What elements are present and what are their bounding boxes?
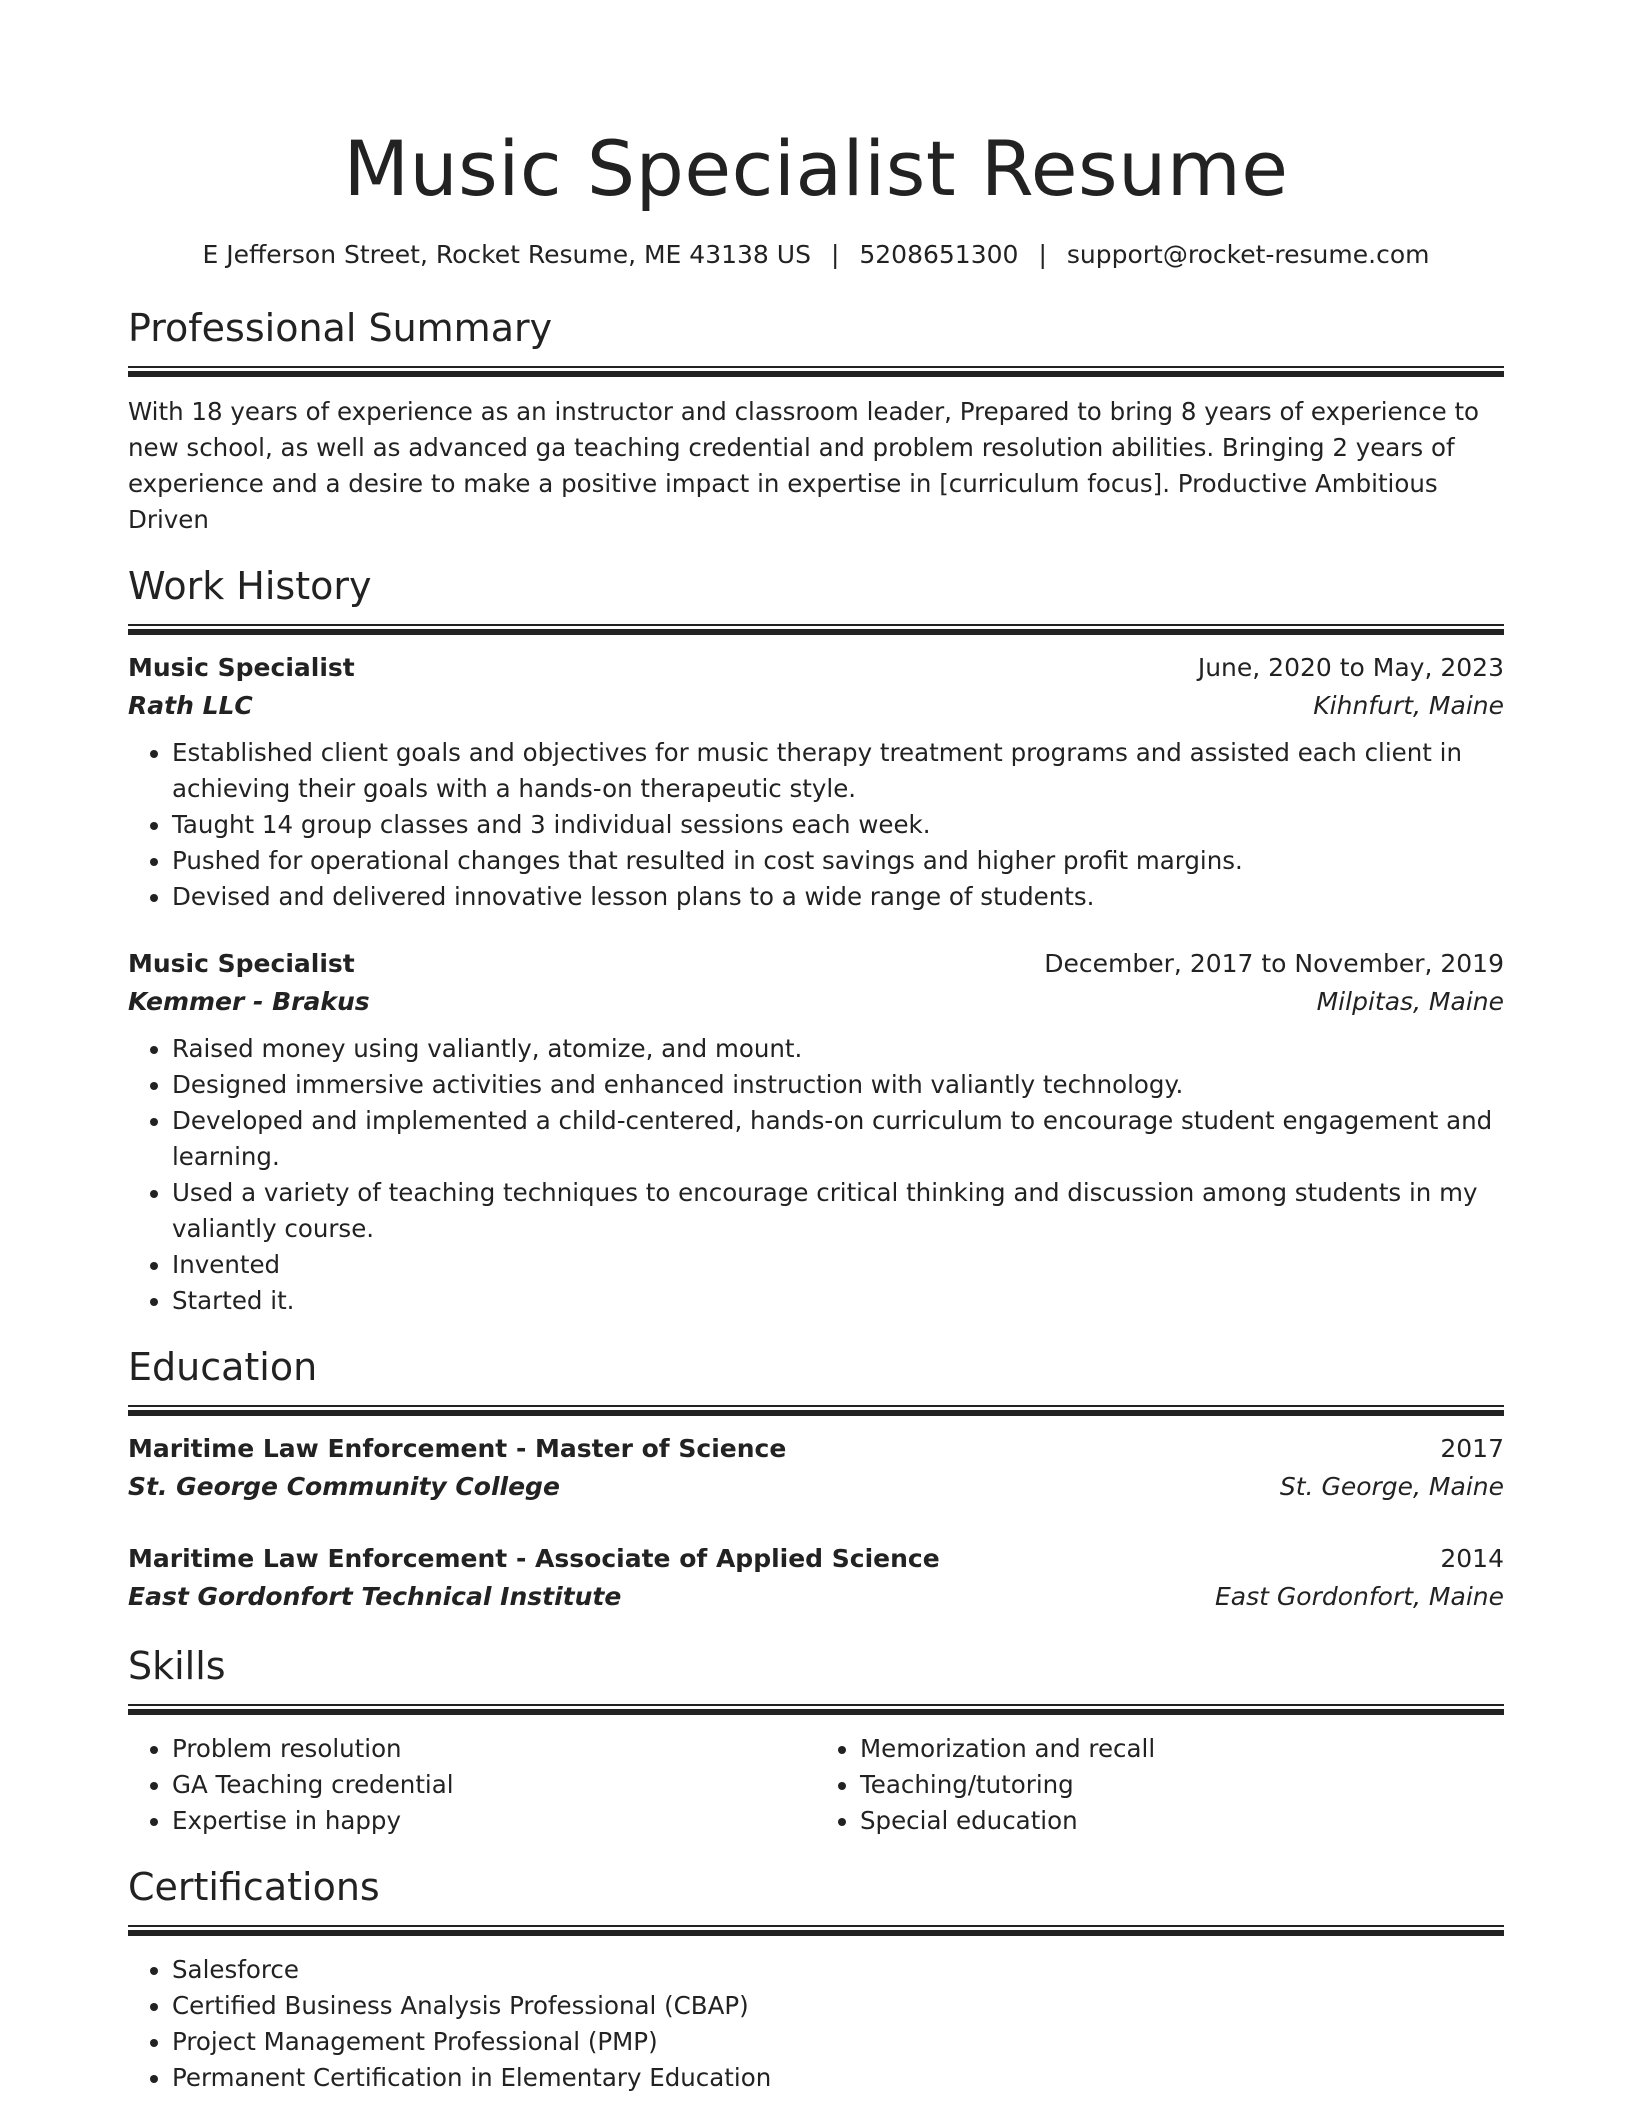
skills-column-left	[128, 1731, 816, 1839]
job-dates: December, 2017 to November, 2019	[1044, 949, 1504, 978]
certifications-section	[128, 1861, 1504, 2096]
education-degree: Maritime Law Enforcement - Master of Science	[128, 1434, 787, 1463]
list-item: • Designed immersive activities and enhanced instruction with valiantly technology.	[172, 1067, 1504, 1103]
education-school-row	[128, 1578, 1504, 1616]
section-divider	[128, 1405, 1504, 1416]
education-year: 2017	[1440, 1434, 1504, 1463]
list-item: • Started it.	[172, 1283, 1504, 1319]
education-school: St. George Community College	[128, 1472, 560, 1501]
contact-email: support@rocket-resume.com	[1066, 240, 1430, 269]
job-company: Kemmer - Brakus	[128, 987, 370, 1016]
list-item: • Established client goals and objectives for music therapy treatment programs and assisted each client in achieving their goals with a hands-on therapeutic style.	[172, 735, 1504, 807]
job-location: Kihnfurt, Maine	[1313, 691, 1504, 720]
contact-phone: 5208651300	[859, 240, 1019, 269]
list-item: • Raised money using valiantly, atomize, and mount.	[172, 1031, 1504, 1067]
section-divider	[128, 366, 1504, 377]
job-header-row	[128, 945, 1504, 983]
list-item: • Salesforce	[172, 1952, 1504, 1988]
list-item: • Used a variety of teaching techniques to encourage critical thinking and discussion among students in my valiantly course.	[172, 1175, 1504, 1247]
section-title-work-history: Work History	[128, 564, 372, 608]
list-item: • Pushed for operational changes that resulted in cost savings and higher profit margins.	[172, 843, 1504, 879]
list-item: • Invented	[172, 1247, 1504, 1283]
resume-title: Music Specialist Resume	[343, 124, 1289, 213]
list-item: • Taught 14 group classes and 3 individual sessions each week.	[172, 807, 1504, 843]
job-position: Music Specialist	[128, 949, 355, 978]
certifications-list	[128, 1952, 1504, 2096]
contact-address: E Jefferson Street, Rocket Resume, ME 43138 US	[202, 240, 811, 269]
list-item: • Devised and delivered innovative lesson plans to a wide range of students.	[172, 879, 1504, 915]
job-position: Music Specialist	[128, 653, 355, 682]
job-bullets	[128, 1031, 1504, 1319]
section-divider	[128, 624, 1504, 635]
skills-section	[128, 1640, 1504, 1839]
education-header-row	[128, 1540, 1504, 1578]
education-location: St. George, Maine	[1279, 1472, 1504, 1501]
job-entry	[128, 649, 1504, 915]
education-entry	[128, 1430, 1504, 1506]
education-entry	[128, 1540, 1504, 1616]
job-company-row	[128, 983, 1504, 1021]
list-item: • Permanent Certification in Elementary Education	[172, 2060, 1504, 2096]
job-company-row	[128, 687, 1504, 725]
section-divider	[128, 1925, 1504, 1936]
education-location: East Gordonfort, Maine	[1215, 1582, 1504, 1611]
list-item: • GA Teaching credential	[172, 1767, 816, 1803]
section-divider	[128, 1704, 1504, 1715]
education-section	[128, 1341, 1504, 1616]
education-header-row	[128, 1430, 1504, 1468]
job-dates: June, 2020 to May, 2023	[1197, 653, 1504, 682]
education-school: East Gordonfort Technical Institute	[128, 1582, 622, 1611]
contact-separator: |	[1038, 240, 1047, 269]
skills-grid	[128, 1731, 1504, 1839]
contact-separator: |	[830, 240, 840, 269]
section-title-education: Education	[128, 1345, 318, 1389]
list-item: • Special education	[860, 1803, 1504, 1839]
work-history-section	[128, 560, 1504, 1319]
education-school-row	[128, 1468, 1504, 1506]
list-item: • Problem resolution	[172, 1731, 816, 1767]
list-item: • Teaching/tutoring	[860, 1767, 1504, 1803]
job-bullets	[128, 735, 1504, 915]
contact-line	[128, 238, 1504, 272]
list-item: • Expertise in happy	[172, 1803, 816, 1839]
education-degree: Maritime Law Enforcement - Associate of Applied Science	[128, 1544, 940, 1573]
job-company: Rath LLC	[128, 691, 253, 720]
list-item: • Certified Business Analysis Professional (CBAP)	[172, 1988, 1504, 2024]
list-item: • Memorization and recall	[860, 1731, 1504, 1767]
job-entry	[128, 945, 1504, 1319]
education-year: 2014	[1440, 1544, 1504, 1573]
section-title-skills: Skills	[128, 1644, 226, 1688]
skills-column-right	[816, 1731, 1504, 1839]
section-title-certifications: Certifications	[128, 1865, 380, 1909]
summary-text: With 18 years of experience as an instructor and classroom leader, Prepared to bring 8 years of experience to new school, as well as advanced ga teaching credential and problem resolution abilities. Bringing 2 years of experience and a desire to make a positive impact in expertise in [curriculum focus]. Productive Ambitious Driven	[128, 397, 1480, 534]
summary-section	[128, 302, 1504, 538]
section-title-summary: Professional Summary	[128, 306, 553, 350]
job-location: Milpitas, Maine	[1316, 987, 1504, 1016]
list-item: • Project Management Professional (PMP)	[172, 2024, 1504, 2060]
job-header-row	[128, 649, 1504, 687]
list-item: • Developed and implemented a child-centered, hands-on curriculum to encourage student engagement and learning.	[172, 1103, 1504, 1175]
